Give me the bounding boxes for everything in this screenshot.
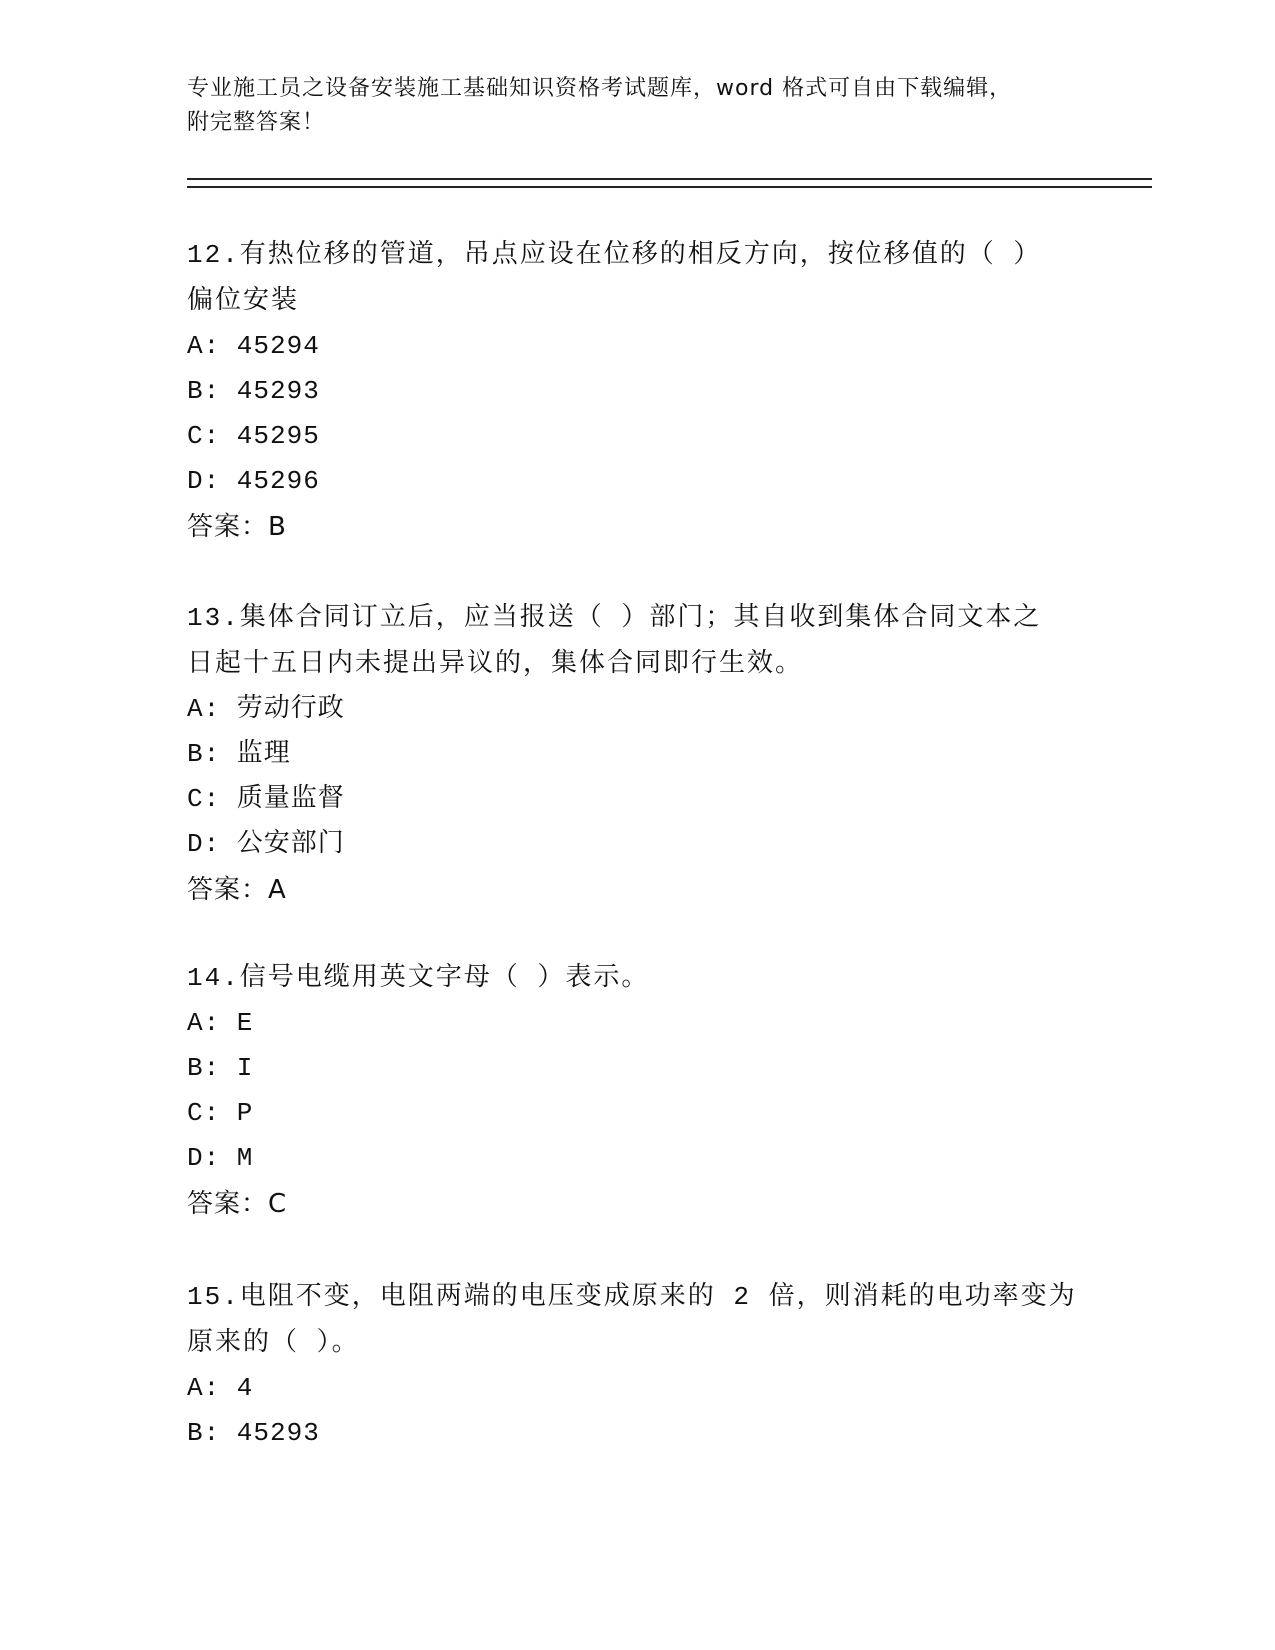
question-text: 13.集体合同订立后，应当报送（ ）部门；其自收到集体合同文本之 bbox=[187, 603, 1042, 633]
option-c: C: P bbox=[187, 1098, 254, 1128]
option-d: D: 45296 bbox=[187, 466, 320, 496]
question-text: 日起十五日内未提出异议的，集体合同即行生效。 bbox=[187, 649, 804, 679]
option-b: B: I bbox=[187, 1053, 254, 1083]
question-text: 15.电阻不变，电阻两端的电压变成原来的 2 倍，则消耗的电功率变为 bbox=[187, 1282, 1077, 1312]
option-a: A: 劳动行政 bbox=[187, 694, 345, 724]
option-c: C: 45295 bbox=[187, 421, 320, 451]
question-12 bbox=[187, 232, 1087, 550]
option-b: B: 监理 bbox=[187, 739, 291, 769]
option-b: B: 45293 bbox=[187, 1418, 320, 1448]
question-text: 偏位安装 bbox=[187, 286, 300, 316]
option-d: D: M bbox=[187, 1143, 254, 1173]
answer: 答案：A bbox=[187, 875, 287, 905]
question-text: 12.有热位移的管道，吊点应设在位移的相反方向，按位移值的（ ） bbox=[187, 240, 1042, 270]
question-13 bbox=[187, 595, 1087, 913]
answer: 答案：C bbox=[187, 1189, 288, 1219]
option-b: B: 45293 bbox=[187, 376, 320, 406]
option-c: C: 质量监督 bbox=[187, 784, 345, 814]
question-text: 14.信号电缆用英文字母（ ）表示。 bbox=[187, 963, 650, 993]
option-a: A: 4 bbox=[187, 1373, 254, 1403]
option-a: A: E bbox=[187, 1008, 254, 1038]
question-text: 原来的（ ）。 bbox=[187, 1328, 360, 1358]
answer: 答案：B bbox=[187, 512, 287, 542]
question-14 bbox=[187, 955, 1087, 1227]
option-a: A: 45294 bbox=[187, 331, 320, 361]
header-line-1: 专业施工员之设备安装施工基础知识资格考试题库，word 格式可自由下载编辑， bbox=[187, 76, 1013, 101]
document-header bbox=[187, 72, 1087, 140]
header-line-2: 附完整答案！ bbox=[187, 110, 326, 135]
header-divider bbox=[187, 178, 1152, 188]
question-15 bbox=[187, 1274, 1087, 1456]
option-d: D: 公安部门 bbox=[187, 829, 345, 859]
